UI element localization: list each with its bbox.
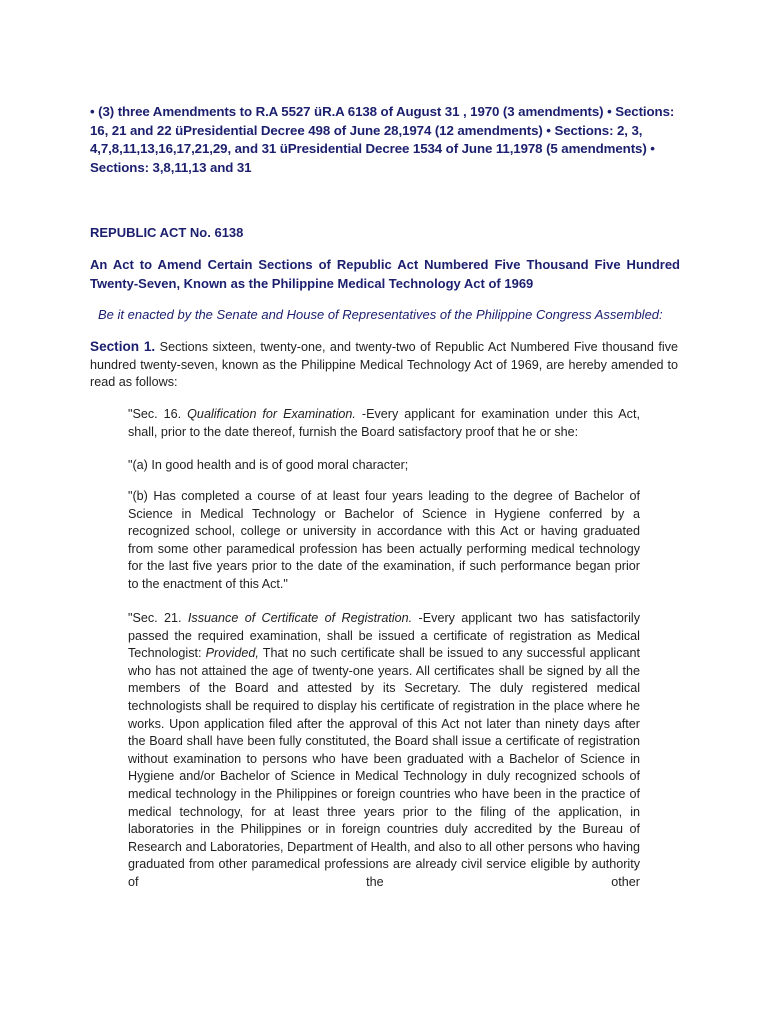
item-a-text: "(a) In good health and is of good moral character; xyxy=(128,458,409,472)
item-b-paragraph xyxy=(128,488,640,594)
sec-21-paragraph xyxy=(128,610,640,892)
enacting-clause xyxy=(98,306,688,324)
sec-16-prefix: "Sec. 16. xyxy=(128,407,188,421)
sec-21-provided: Provided, xyxy=(205,646,259,661)
item-a-paragraph xyxy=(128,457,640,475)
sec-16-paragraph xyxy=(128,406,640,441)
sec-21-heading: Issuance of Certificate of Registration. xyxy=(187,611,413,625)
act-number-text: REPUBLIC ACT No. 6138 xyxy=(90,225,244,240)
amendments-summary-text: • (3) three Amendments to R.A 5527 üR.A 6138 of August 31 , 1970 (3 amendments) • Sections: 16, 21 and 22 üPresidential Decree 498 of June 28,1974 (12 amendments) • Sections: 2, 3, 4,7,8,11,13,16,17,21,29, and 31 üPresidential Decree 1534 of June 11,1978 (5 amendments) • Sections: 3,8,11,13 and 31 xyxy=(90,104,675,175)
section-1-paragraph xyxy=(90,338,678,392)
section-1-text: Sections sixteen, twenty-one, and twenty-two of Republic Act Numbered Five thousand five hundred twenty-seven, known as the Philippine Medical Technology Act of 1969, are hereby amended to read as follows: xyxy=(90,340,678,390)
item-b-text: "(b) Has completed a course of at least four years leading to the degree of Bachelor of Science in Medical Technology or Bachelor of Science in Hygiene conferred by a recognized school, college or university in accordance with this Act or having graduated from some other paramedical profession has been actually performing medical technology for the last five years prior to the date of the examination, if such performance began prior to the enactment of this Act." xyxy=(128,489,640,591)
act-title-text: An Act to Amend Certain Sections of Republic Act Numbered Five Thousand Five Hundred Twenty-Seven, Known as the Philippine Medical Technology Act of 1969 xyxy=(90,257,680,291)
act-number-heading xyxy=(90,224,243,242)
sec-16-text: -Every applicant for examination under this Act, shall, prior to the date thereof, furnish the Board satisfactory proof that he or she: xyxy=(128,407,640,439)
act-title xyxy=(90,256,680,293)
enacting-clause-text: Be it enacted by the Senate and House of Representatives of the Philippine Congress Assembled: xyxy=(98,307,663,322)
section-1-label: Section 1. xyxy=(90,339,156,354)
sec-21-prefix: "Sec. 21. xyxy=(128,611,188,625)
sec-16-heading: Qualification for Examination. xyxy=(187,407,356,421)
sec-21-text-2: That no such certificate shall be issued to any successful applicant who has not attained the age of twenty-one years. All certificates shall be signed by all the members of the Board and attested by its Secretary. The duly registered medical technologists shall be required to display his certificate of registration in the place where he works. Upon application filed after the approval of this Act not later than ninety days after the Board shall have been fully constituted, the Board shall issue a certificate of registration without examination to persons who have been graduated with a Bachelor of Science in Hygiene and/or Bachelor of Science in Medical Technology in duly recognized schools of medical technology in the Philippines or foreign countries who have been in the practice of medical technology, for at least three years prior to the filing of the application, in laboratories in the Philippines or in foreign countries duly accredited by the Bureau of Research and Laboratories, Department of Health, and also to all other persons who having graduated from other paramedical professions are already civil service eligible by authority of the other xyxy=(128,646,640,889)
sec-21-text-1: -Every applicant two has satisfactorily passed the required examination, shall be issued a certificate of registration as Medical Technologist: xyxy=(128,611,640,661)
amendments-summary xyxy=(90,103,680,177)
